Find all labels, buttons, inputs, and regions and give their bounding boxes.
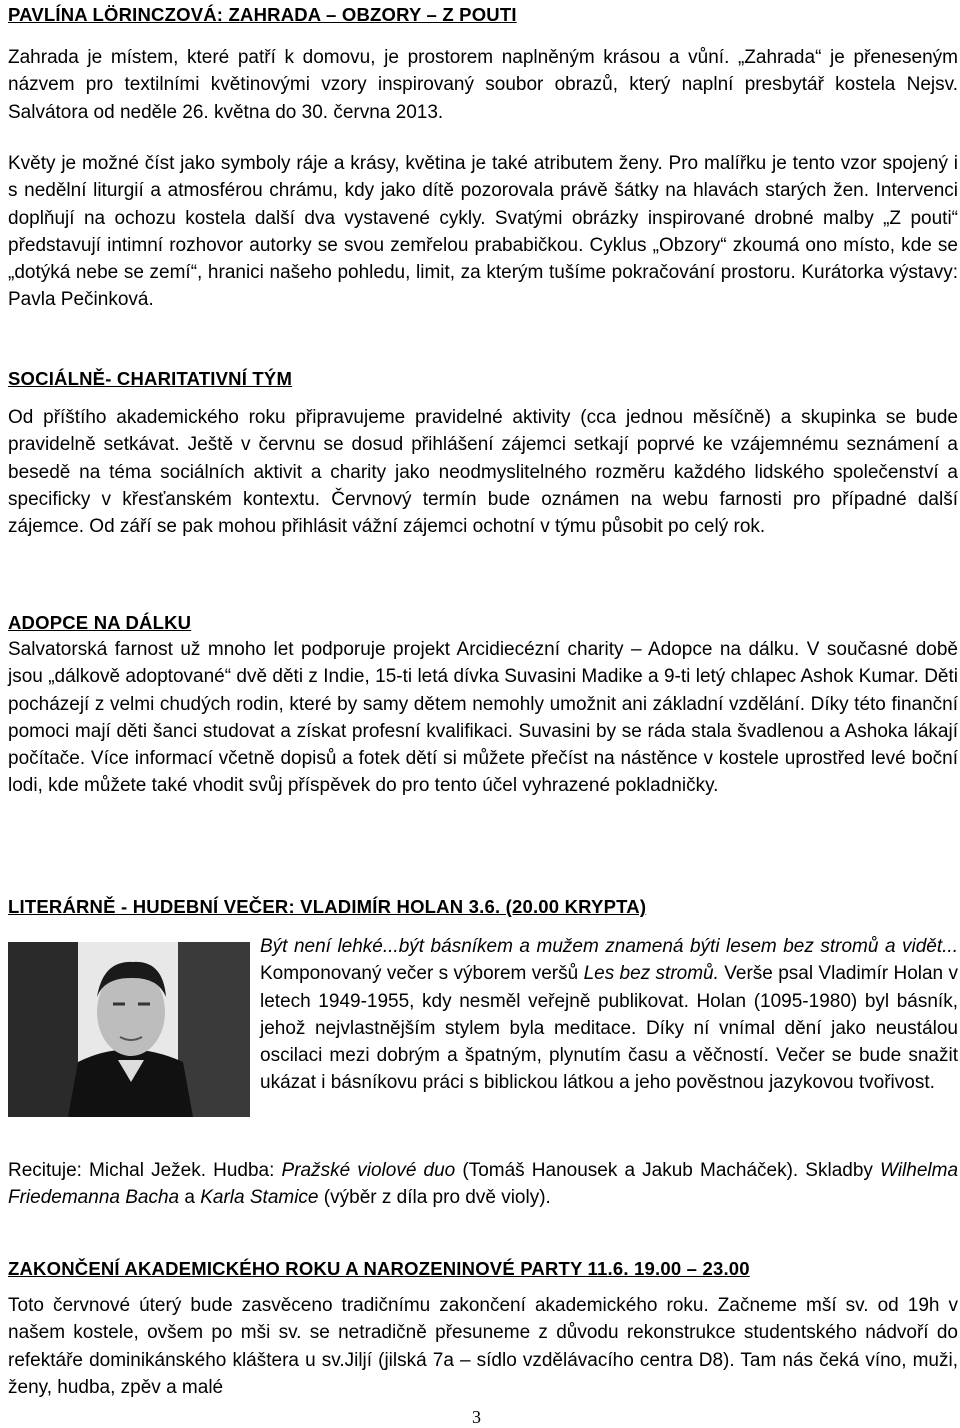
recit-ensemble: Pražské violové duo: [281, 1160, 456, 1181]
recit-text-e: a: [179, 1187, 201, 1209]
paragraph-zahrada-2: Květy je možné číst jako symboly ráje a krásy, květina je také atributem ženy. Pro malířku je tento vzor spojený i s nedělní liturgií a atmosférou chrámu, kdy jako dítě pozorovala právě šátky na hlavách starých žen. Intervenci doplňují na ochozu kostela další dva vystavené cykly. Svatými obrázky inspirované drobné malby „Z pouti“ představují intimní rozhovor autorky se svou zemřelou prababičkou. Cyklus „Obzory“ zkoumá ono místo, kde se „dotýká nebe se zemí“, hranici našeho pohledu, limit, za kterým tušíme pokračování prostoru. Kurátorka výstavy: Pavla Pečinková.: [8, 153, 958, 311]
paragraph-holan: [8, 933, 958, 1123]
holan-intro: Komponovaný večer s výborem veršů: [260, 963, 584, 985]
recit-composer-1: Wilhelma Friedemanna Bacha: [8, 1160, 959, 1209]
holan-text-rest: Verše psal Vladimír Holan v letech 1949-1955, kdy nesměl veřejně publikovat. Holan (1095-1980) byl básník, jehož nejvlastnějším stylem byla meditace. Díky ní vnímal dění jako neustálou oscilaci mezi dobrým a špatným, plynutím času a věčností. Večer se bude snažit ukázat i básníkovu práci s biblickou látkou a jeho pověstnou jazykovou tvořivost.: [260, 963, 958, 1094]
paragraph-socialni: Od příštího akademického roku připravujeme pravidelné aktivity (cca jednou měsíčně) a skupinka se bude pravidelně setkávat. Ještě v červnu se dosud přihlášení zájemci setkají poprvé ke vzájemnému seznámení a besedě na téma sociálních aktivit a charity jako neodmyslitelného rozměru každého lidského společenství a specificky v křesťanském kontextu. Červnový termín bude oznámen na webu farnosti pro případné další zájemce. Od září se pak mohou přihlásit vážní zájemci ochotní v týmu působit po celý rok.: [8, 407, 958, 538]
heading-zakonceni: ZAKONČENÍ AKADEMICKÉHO ROKU A NAROZENINOVÉ PARTY 11.6. 19.00 – 23.00: [8, 1258, 750, 1279]
heading-adopce: ADOPCE NA DÁLKU: [8, 612, 192, 633]
paragraph-recituje: [8, 1157, 958, 1212]
paragraph-adopce: Salvatorská farnost už mnoho let podporuje projekt Arcidiecézní charity – Adopce na dálku. V současné době jsou „dálkově adoptované“ dvě děti z Indie, 15-ti letá dívka Suvasini Madike a 9-ti letý chlapec Ashok Kumar. Děti pocházejí z velmi chudých rodin, které by samy dětem nemohly umožnit ani základní vzdělání. Díky této finanční pomoci mají děti šanci studovat a získat profesní kvalifikaci. Suvasini by se ráda stala švadlenou a Ashoka lákají počítače. Více informací včetně dopisů a fotek dětí si můžete přečíst na nástěnce v kostele uprostřed levé boční lodi, kde můžete také vhodit svůj příspěvek do pro tento účel vyhrazené pokladničky.: [8, 639, 958, 797]
heading-holan: LITERÁRNĚ - HUDEBNÍ VEČER: VLADIMÍR HOLAN 3.6. (20.00 KRYPTA): [8, 896, 647, 917]
recit-text-g: (výběr z díla pro dvě violy).: [318, 1187, 551, 1209]
recit-text-c: (Tomáš Hanousek a Jakub Macháček). Skladby: [455, 1160, 881, 1181]
page-number: 3: [472, 1407, 481, 1427]
heading-socialni: SOCIÁLNĚ- CHARITATIVNÍ TÝM: [8, 368, 293, 389]
recit-text-a: Recituje: Michal Ježek. Hudba:: [8, 1160, 282, 1181]
paragraph-zakonceni: Toto červnové úterý bude zasvěceno tradičnímu zakončení akademického roku. Začneme mší sv. od 19h v našem kostele, ovšem po mši sv. se netradičně přesuneme z důvodu rekonstrukce studentského nádvoří do refektáře dominikánského kláštera u sv.Jiljí (jilská 7a – sídlo vzdělávacího centra D8). Tam nás čeká víno, muži, ženy, hudba, zpěv a malé: [8, 1295, 958, 1398]
holan-book-title: Les bez stromů.: [583, 963, 719, 985]
holan-quote: Být není lehké...být básníkem a mužem znamená býti lesem bez stromů a vidět...: [260, 936, 958, 957]
heading-zahrada: PAVLÍNA LÖRINCZOVÁ: ZAHRADA – OBZORY – Z POUTI: [8, 4, 517, 25]
paragraph-zahrada-1: Zahrada je místem, které patří k domovu, je prostorem naplněným krásou a vůní. „Zahrada“ je přeneseným názvem pro textilními květinovými vzory inspirovaný soubor obrazů, který naplní presbytář kostela Nejsv. Salvátora od neděle 26. května do 30. června 2013.: [8, 47, 958, 123]
recit-composer-2: Karla Stamice: [200, 1187, 319, 1209]
